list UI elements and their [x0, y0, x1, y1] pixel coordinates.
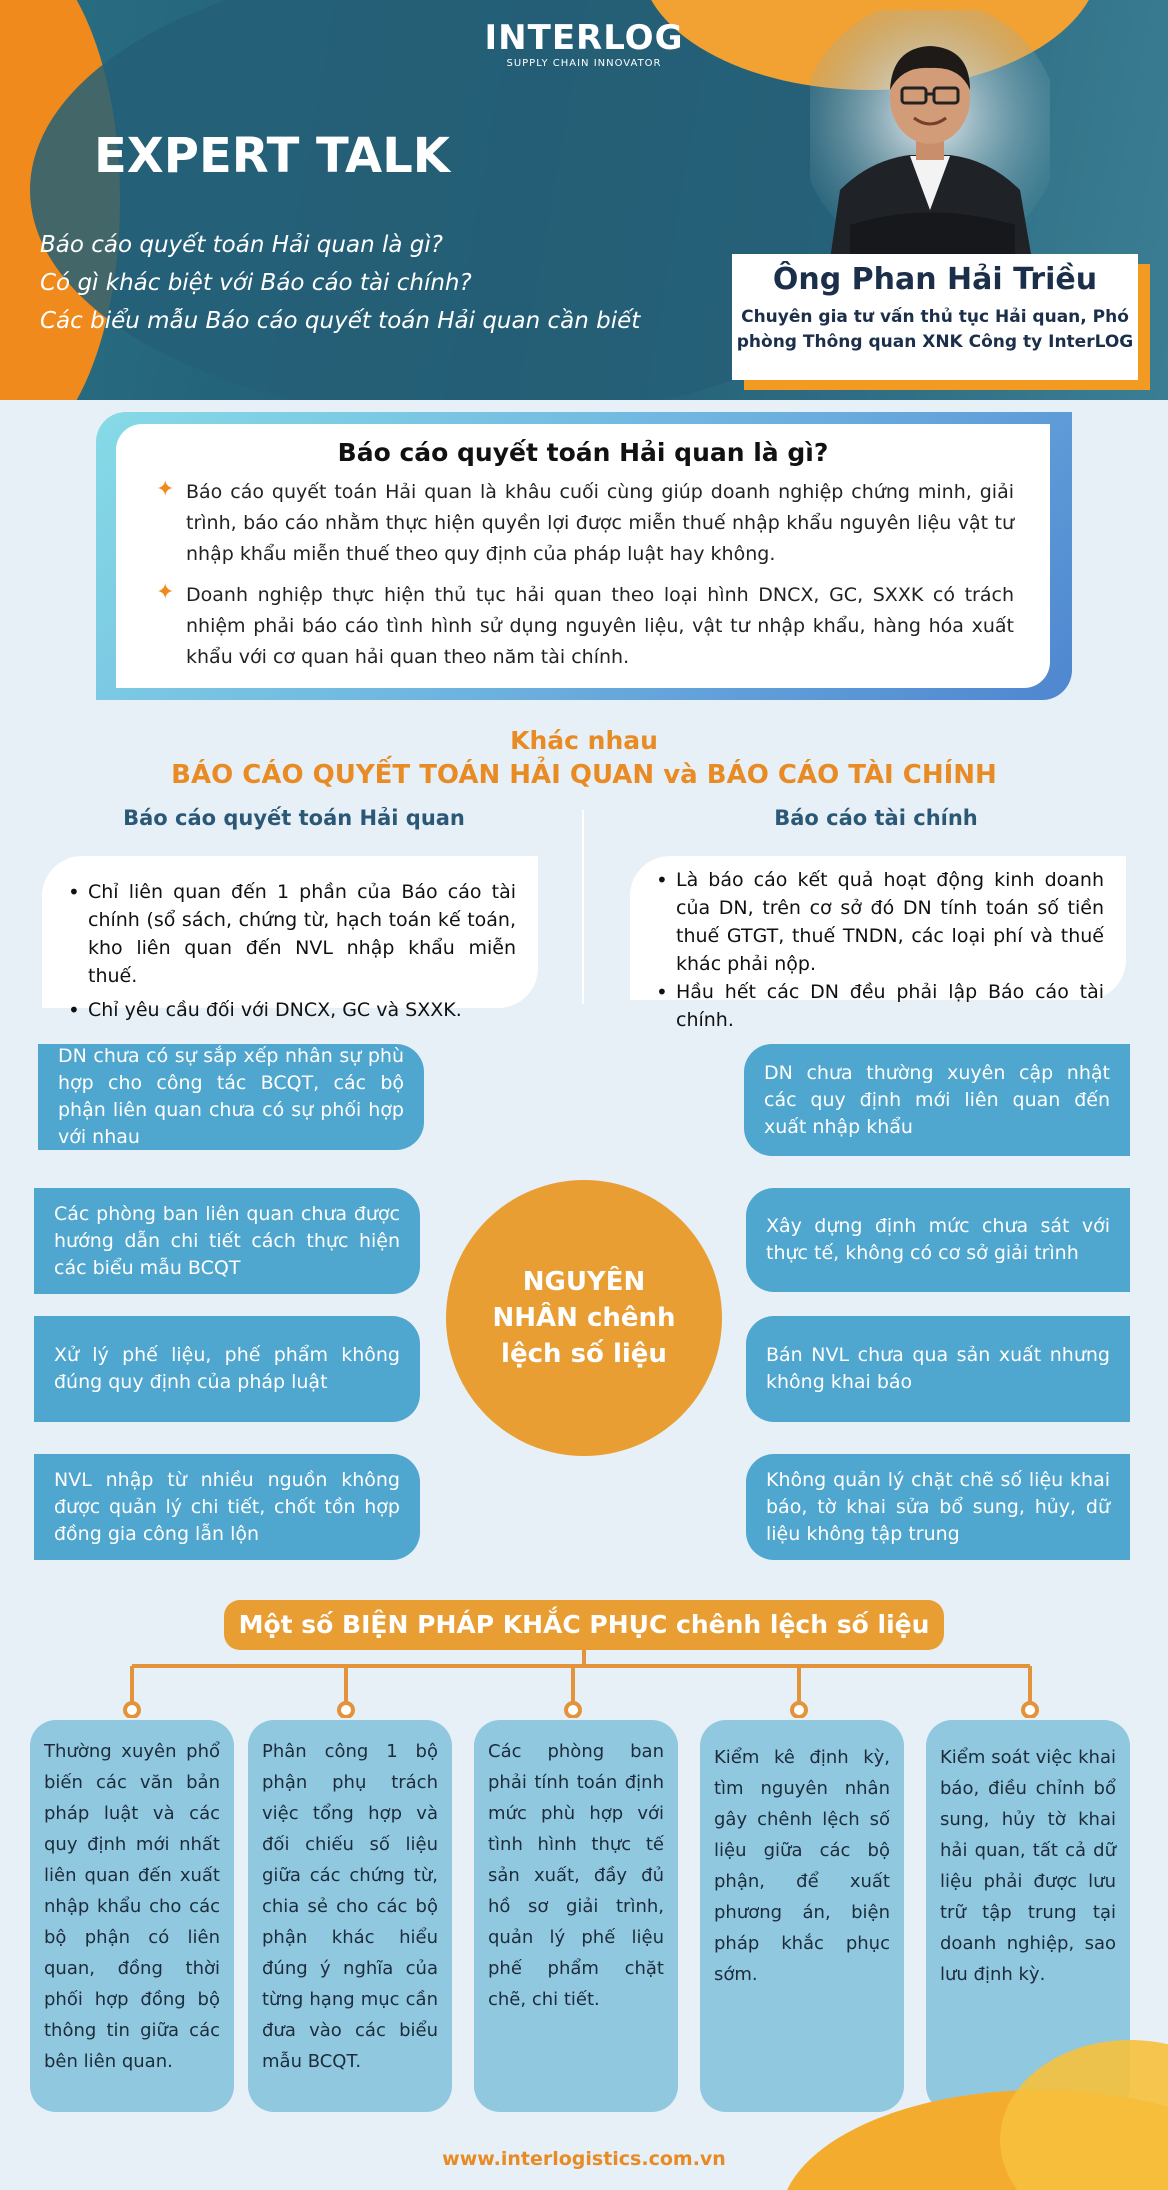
list-item: • Chỉ yêu cầu đối với DNCX, GC và SXXK.	[66, 996, 516, 1024]
cause-item	[38, 1044, 424, 1150]
causes-center-circle	[446, 1180, 722, 1456]
cause-item	[744, 1044, 1130, 1156]
solution-card: Phân công 1 bộ phận phụ trách việc tổng hợp và đối chiếu số liệu giữa các chứng từ, chia sẻ cho các bộ phận khác hiểu đúng ý nghĩa của từng hạng mục cần đưa vào các biểu mẫu BCQT.	[248, 1720, 452, 2112]
speaker-info	[732, 254, 1138, 380]
list-item: • Hầu hết các DN đều phải lập Báo cáo tài chính.	[654, 978, 1104, 1034]
customs-report-title: Báo cáo quyết toán Hải quan	[123, 806, 465, 830]
solution-card: Kiểm kê định kỳ, tìm nguyên nhân gây chênh lệch số liệu giữa các bộ phận, để xuất phương án, biện pháp khắc phục sớm.	[700, 1720, 904, 2112]
cause-item	[746, 1188, 1130, 1292]
question-line: Các biểu mẫu Báo cáo quyết toán Hải quan cần biết	[40, 308, 641, 334]
solutions-banner: Một số BIỆN PHÁP KHẮC PHỤC chênh lệch số liệu	[224, 1600, 944, 1650]
solution-card: Các phòng ban phải tính toán định mức phù hợp với tình hình thực tế sản xuất, đầy đủ hồ sơ giải trình, quản lý phế liệu phế phẩm chặt chẽ, chi tiết.	[474, 1720, 678, 2112]
speaker-card	[732, 254, 1150, 390]
cause-item	[746, 1316, 1130, 1422]
definition-text: Báo cáo quyết toán Hải quan là khâu cuối cùng giúp doanh nghiệp chứng minh, giải trình, báo cáo nhằm thực hiện quyền lợi được miễn thuế nhập khẩu nguyên liệu vật tư nhập khẩu miễn thuế theo quy định của pháp luật hay không.	[186, 481, 1014, 565]
cause-item	[34, 1454, 420, 1560]
cause-text: Không quản lý chặt chẽ số liệu khai báo, tờ khai sửa bổ sung, hủy, dữ liệu không tập trung	[766, 1468, 1110, 1545]
definition-box	[116, 424, 1050, 688]
differences-subheading: BÁO CÁO QUYẾT TOÁN HẢI QUAN và BÁO CÁO TÀI CHÍNH	[171, 760, 997, 790]
definition-item	[152, 477, 1014, 570]
website-link[interactable]: www.interlogistics.com.vn	[442, 2148, 726, 2170]
star-bullet-icon: ✦	[156, 477, 175, 502]
cause-text: Bán NVL chưa qua sản xuất nhưng không khai báo	[766, 1344, 1110, 1393]
solution-card: Kiểm soát việc khai báo, điều chỉnh bổ sung, hủy tờ khai hải quan, tất cả dữ liệu phải được lưu trữ tập trung tại doanh nghiệp, sao lưu định kỳ.	[926, 1720, 1130, 2112]
speaker-name: Ông Phan Hải Triều	[772, 262, 1098, 297]
customs-report-box	[42, 856, 538, 1021]
financial-report-box	[630, 856, 1126, 1031]
cause-item	[34, 1188, 420, 1294]
definition-text: Doanh nghiệp thực hiện thủ tục hải quan theo loại hình DNCX, GC, SXXK có trách nhiệm phải báo cáo tình hình sử dụng nguyên liệu, vật tư nhập khẩu, hàng hóa xuất khẩu với cơ quan hải quan theo năm tài chính.	[186, 584, 1014, 668]
question-line: Báo cáo quyết toán Hải quan là gì?	[40, 232, 443, 258]
definition-item	[152, 580, 1014, 673]
causes-center-label: NGUYÊN NHÂN chênh lệch số liệu	[492, 1267, 676, 1369]
star-bullet-icon: ✦	[156, 580, 175, 605]
cause-item	[746, 1454, 1130, 1560]
cause-text: Xử lý phế liệu, phế phẩm không đúng quy định của pháp luật	[54, 1344, 400, 1393]
header-questions	[40, 226, 640, 340]
cause-text: Các phòng ban liên quan chưa được hướng dẫn chi tiết cách thực hiện các biểu mẫu BCQT	[54, 1202, 400, 1279]
logo-tagline: SUPPLY CHAIN INNOVATOR	[506, 58, 662, 69]
cause-text: Xây dựng định mức chưa sát với thực tế, không có cơ sở giải trình	[766, 1215, 1110, 1264]
speaker-role	[732, 305, 1138, 355]
cause-text: NVL nhập từ nhiều nguồn không được quản lý chi tiết, chốt tồn hợp đồng gia công lẫn lộn	[54, 1468, 400, 1545]
interlog-logo	[0, 18, 1168, 69]
list-item: • Chỉ liên quan đến 1 phần của Báo cáo tài chính (sổ sách, chứng từ, hạch toán kế toán, kho liên quan đến NVL nhập khẩu miễn thuế.	[66, 878, 516, 990]
column-divider	[582, 810, 584, 1004]
logo-brand: INTERLOG	[484, 18, 684, 58]
header-banner	[0, 0, 1168, 400]
speaker-role-line: phòng Thông quan XNK Công ty InterLOG	[736, 332, 1134, 352]
list-item: • Là báo cáo kết quả hoạt động kinh doanh của DN, trên cơ sở đó DN tính toán số tiền thuế GTGT, thuế TNDN, các loại phí và thuế khác phải nộp.	[654, 866, 1104, 978]
page-title: EXPERT TALK	[94, 128, 450, 184]
speaker-role-line: Chuyên gia tư vấn thủ tục Hải quan, Phó	[741, 307, 1129, 327]
solutions-connector-tree	[0, 1650, 1168, 1718]
cause-text: DN chưa thường xuyên cập nhật các quy định mới liên quan đến xuất nhập khẩu	[764, 1061, 1110, 1138]
cause-text: DN chưa có sự sắp xếp nhân sự phù hợp cho công tác BCQT, các bộ phận liên quan chưa có sự phối hợp với nhau	[58, 1045, 404, 1148]
solution-card: Thường xuyên phổ biến các văn bản pháp luật và các quy định mới nhất liên quan đến xuất nhập khẩu cho các bộ phận có liên quan, đồng thời phối hợp đồng bộ thông tin giữa các bên liên quan.	[30, 1720, 234, 2112]
differences-heading: Khác nhau	[510, 726, 658, 755]
cause-item	[34, 1316, 420, 1422]
definition-title: Báo cáo quyết toán Hải quan là gì?	[337, 438, 829, 467]
question-line: Có gì khác biệt với Báo cáo tài chính?	[40, 270, 472, 296]
financial-report-title: Báo cáo tài chính	[774, 806, 978, 830]
